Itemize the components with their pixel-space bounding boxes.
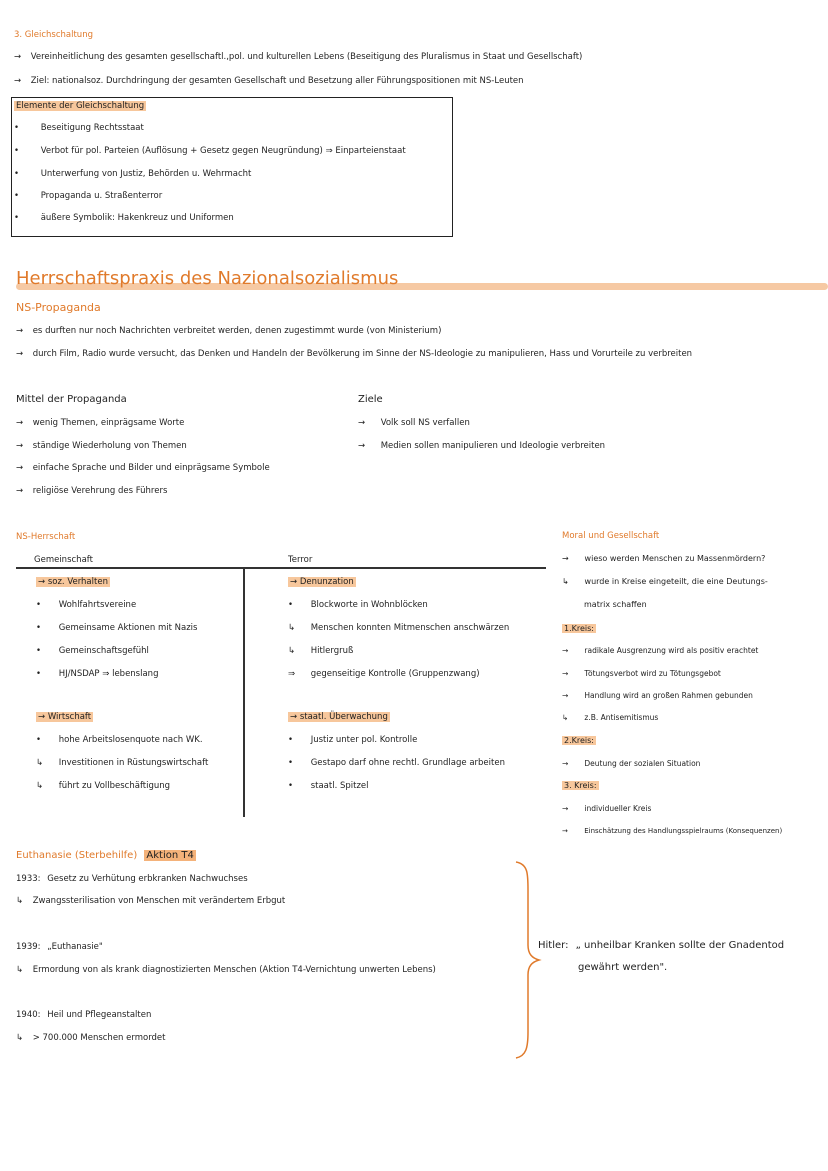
element-item: • Beseitigung Rechtsstaat <box>14 123 144 133</box>
element-item: • Unterwerfung von Justiz, Behörden u. Wehrmacht <box>14 169 252 179</box>
bullet-icon: • <box>36 600 42 610</box>
bullet-icon: • <box>288 781 294 791</box>
bullet-icon: • <box>14 169 20 179</box>
terror-heading: Terror <box>288 555 313 565</box>
table-divider <box>243 567 245 817</box>
element-item: • Verbot für pol. Parteien (Auflösung + Gesetz gegen Neugründung) ⇒ Einparteienstaat <box>14 146 406 156</box>
kreis2-label: 2.Kreis: <box>564 736 594 745</box>
sub-arrow-icon: ↳ <box>16 1033 24 1043</box>
euthanasie-entry: 1939: „Euthanasie" <box>16 942 103 952</box>
euthanasie-sub: ↳ Ermordung von als krank diagnostizierten Menschen (Aktion T4-Vernichtung unwerten Lebens) <box>16 965 436 975</box>
bullet-icon: • <box>36 646 42 656</box>
ueberwachung-item: • Justiz unter pol. Kontrolle <box>288 735 418 745</box>
propaganda-line-1: → es durften nur noch Nachrichten verbreitet werden, denen zugestimmt wurde (von Ministerium) <box>16 326 442 336</box>
arrow-icon: → <box>358 441 366 451</box>
element-item: • äußere Symbolik: Hakenkreuz und Uniformen <box>14 213 234 223</box>
propaganda-heading: NS-Propaganda <box>16 301 101 314</box>
ziele-item: → Volk soll NS verfallen <box>358 418 470 428</box>
arrow-icon: → <box>14 52 22 62</box>
arrow-icon: → <box>16 441 24 451</box>
arrow-icon: → <box>562 827 568 835</box>
kreis1-label: 1.Kreis: <box>564 624 594 633</box>
terror-sub-ueberwachung: → staatl. Überwachung <box>290 712 388 722</box>
mittel-item: → religiöse Verehrung des Führers <box>16 486 168 496</box>
ueberwachung-item: • Gestapo darf ohne rechtl. Grundlage arbeiten <box>288 758 505 768</box>
arrow-icon: → <box>562 646 569 655</box>
sub-arrow-icon: ↳ <box>16 965 24 975</box>
wirtschaft-item: • hohe Arbeitslosenquote nach WK. <box>36 735 203 745</box>
bullet-icon: • <box>14 146 20 156</box>
arrow-icon: → <box>562 804 569 813</box>
elements-box-title: Elemente der Gleichschaltung <box>16 101 145 111</box>
sub-arrow-icon: ↳ <box>16 896 24 906</box>
arrow-icon: → <box>16 463 24 473</box>
bullet-icon: • <box>14 123 20 133</box>
sub-arrow-icon: ↳ <box>562 713 569 722</box>
kreis3-item: → Einschätzung des Handlungsspielraums (Konsequenzen) <box>562 827 783 835</box>
kreis1-item: → Handlung wird an großen Rahmen gebunden <box>562 691 753 700</box>
wirtschaft-item: ↳ führt zu Vollbeschäftigung <box>36 781 171 791</box>
sub-arrow-icon: ↳ <box>562 577 569 586</box>
bullet-icon: • <box>36 735 42 745</box>
terror-item: ↳ Menschen konnten Mitmenschen anschwärzen <box>288 623 510 633</box>
element-item: • Propaganda u. Straßenterror <box>14 191 163 201</box>
gemeinschaft-heading: Gemeinschaft <box>34 555 93 565</box>
bullet-icon: • <box>288 758 294 768</box>
curly-brace-icon <box>512 860 542 1060</box>
gleichschaltung-line-1: → Vereinheitlichung des gesamten gesellschaftl.,pol. und kulturellen Lebens (Beseitigung des Pluralismus in Staat und Gesellschaft) <box>14 52 583 62</box>
arrow-icon: → <box>562 691 569 700</box>
arrow-icon: → <box>358 418 366 428</box>
terror-sub-denunzation: → Denunzation <box>290 577 354 587</box>
arrow-icon: → <box>562 669 569 678</box>
euthanasie-entry: 1933: Gesetz zu Verhütung erbkranken Nachwuchses <box>16 874 248 884</box>
gemeinschaft-sub-verhalten: → soz. Verhalten <box>38 577 108 587</box>
ziele-item: → Medien sollen manipulieren und Ideologie verbreiten <box>358 441 606 451</box>
main-title: Herrschaftspraxis des Nazionalsozialismus <box>16 268 399 289</box>
arrow-icon: → <box>16 326 24 336</box>
euthanasie-sub: ↳ Zwangssterilisation von Menschen mit verändertem Erbgut <box>16 896 286 906</box>
hitler-quote-line2: gewährt werden". <box>578 962 668 973</box>
arrow-icon: → <box>14 76 22 86</box>
moral-intro: → wieso werden Menschen zu Massenmördern? <box>562 554 766 563</box>
ueberwachung-item: • staatl. Spitzel <box>288 781 369 791</box>
kreis1-item: ↳ z.B. Antisemitismus <box>562 713 659 722</box>
arrow-icon: → <box>16 349 24 359</box>
bullet-icon: • <box>288 735 294 745</box>
bullet-icon: • <box>36 623 42 633</box>
bullet-icon: • <box>36 669 42 679</box>
terror-item: ↳ Hitlergruß <box>288 646 354 656</box>
terror-item: ⇒ gegenseitige Kontrolle (Gruppenzwang) <box>288 669 480 679</box>
moral-intro: ↳ wurde in Kreise eingeteilt, die eine Deutungs- <box>562 577 768 586</box>
gemeinschaft-item: • HJ/NSDAP ⇒ lebenslang <box>36 669 159 679</box>
arrow-icon: → <box>562 554 569 563</box>
gleichschaltung-line-2: → Ziel: nationalsoz. Durchdringung der gesamten Gesellschaft und Besetzung aller Führungspositionen mit NS-Leuten <box>14 76 524 86</box>
kreis2-item: → Deutung der sozialen Situation <box>562 759 701 768</box>
gemeinschaft-sub-wirtschaft: → Wirtschaft <box>38 712 92 722</box>
gemeinschaft-item: • Gemeinsame Aktionen mit Nazis <box>36 623 198 633</box>
implies-icon: ⇒ <box>288 669 296 679</box>
euthanasie-entry: 1940: Heil und Pflegeanstalten <box>16 1010 152 1020</box>
kreis3-item: → individueller Kreis <box>562 804 652 813</box>
mittel-item: → einfache Sprache und Bilder und einprägsame Symbole <box>16 463 270 473</box>
kreis1-item: → Tötungsverbot wird zu Tötungsgebot <box>562 669 721 678</box>
kreis1-item: → radikale Ausgrenzung wird als positiv erachtet <box>562 646 759 655</box>
hitler-quote: Hitler: „ unheilbar Kranken sollte der Gnadentod <box>538 940 785 951</box>
arrow-icon: → <box>16 486 24 496</box>
moral-intro: matrix schaffen <box>584 600 647 609</box>
mittel-heading: Mittel der Propaganda <box>16 394 127 405</box>
bullet-icon: • <box>14 191 20 201</box>
euthanasie-sub: ↳ > 700.000 Menschen ermordet <box>16 1033 166 1043</box>
terror-item: • Blockworte in Wohnblöcken <box>288 600 428 610</box>
sub-arrow-icon: ↳ <box>36 781 44 791</box>
arrow-icon: → <box>16 418 24 428</box>
gemeinschaft-item: • Gemeinschaftsgefühl <box>36 646 149 656</box>
kreis3-label: 3. Kreis: <box>564 781 597 790</box>
moral-heading: Moral und Gesellschaft <box>562 531 660 541</box>
table-header-line <box>16 567 546 569</box>
bullet-icon: • <box>288 600 294 610</box>
sub-arrow-icon: ↳ <box>288 623 296 633</box>
arrow-icon: → <box>562 759 569 768</box>
sub-arrow-icon: ↳ <box>288 646 296 656</box>
sub-arrow-icon: ↳ <box>36 758 44 768</box>
bullet-icon: • <box>14 213 20 223</box>
mittel-item: → wenig Themen, einprägsame Worte <box>16 418 185 428</box>
gemeinschaft-item: • Wohlfahrtsvereine <box>36 600 137 610</box>
ziele-heading: Ziele <box>358 394 383 405</box>
wirtschaft-item: ↳ Investitionen in Rüstungswirtschaft <box>36 758 209 768</box>
gleichschaltung-heading: 3. Gleichschaltung <box>14 30 93 40</box>
euthanasie-heading: Euthanasie (Sterbehilfe) Aktion T4 <box>16 850 194 861</box>
mittel-item: → ständige Wiederholung von Themen <box>16 441 187 451</box>
herrschaft-heading: NS-Herrschaft <box>16 532 76 542</box>
propaganda-line-2: → durch Film, Radio wurde versucht, das Denken und Handeln der Bevölkerung im Sinne der NS-Ideologie zu manipulieren, Hass und Vorurteile zu verbreiten <box>16 349 693 359</box>
